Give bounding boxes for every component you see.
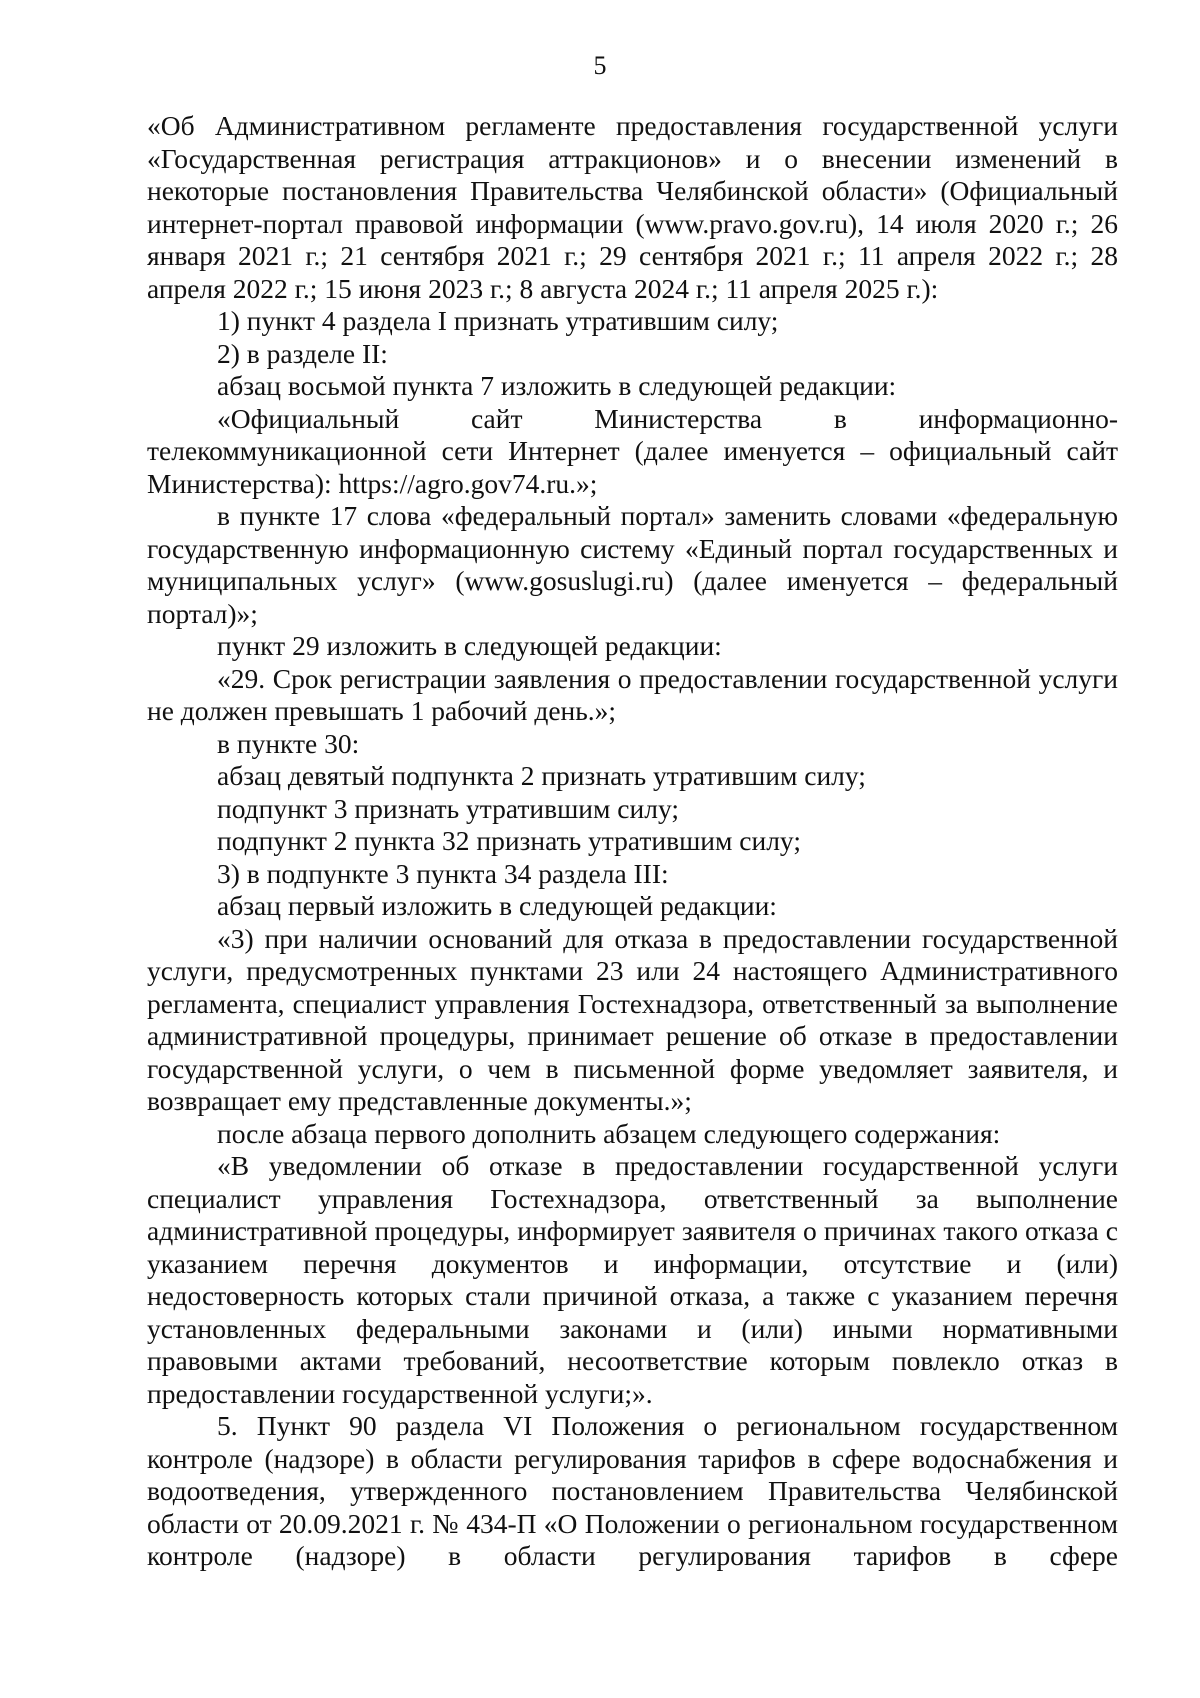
paragraph-item-3: 3) в подпункте 3 пункта 34 раздела III: [217,857,669,889]
paragraph-item-32: подпункт 2 пункта 32 признать утратившим силу; [217,825,801,856]
page-number: 5 [593,51,607,80]
paragraph-item-34-text: «3) при наличии оснований для отказа в предоставлении государственной услуги, предусмотренных пунктами 23 или 24 настоящего Административного регламента, специалист управления Гостехнадзора, ответственный за выполнение административной процедуры, принимает решение об отказе в предоставлении государственной услуги, о чем в письменной форме уведомляет заявителя, и возвращает ему представленные документы.»; [147,922,1118,1116]
paragraph-item-7-intro: абзац восьмой пункта 7 изложить в следующей редакции: [217,370,897,401]
paragraph-item-30-sub3: подпункт 3 признать утратившим силу; [217,792,679,824]
paragraph-item-29-intro: пункт 29 изложить в следующей редакции: [217,630,722,661]
paragraph-item-29-text: «29. Срок регистрации заявления о предоставлении государственной услуги не должен превышать 1 рабочий день.»; [147,662,1118,726]
paragraph-item-1: 1) пункт 4 раздела I признать утратившим силу; [217,305,779,336]
paragraph-official-site: «Официальный сайт Министерства в информационно-телекоммуникационной сети Интернет (далее именуется – официальный сайт Министерства): https://agro.gov74.ru.»; [147,402,1118,499]
paragraph-addition-intro: после абзаца первого дополнить абзацем следующего содержания: [217,1117,1001,1149]
paragraph-item-5: 5. Пункт 90 раздела VI Положения о региональном государственном контроле (надзоре) в области регулирования тарифов в сфере водоснабжения и водоотведения, утвержденного постановлением Правительства Челябинской области от 20.09.2021 г. № 434-П «О Положении о региональном государственном контроле (надзоре) в области регулирования тарифов в сфере [147,1410,1118,1571]
paragraph-item-17: в пункте 17 слова «федеральный портал» заменить словами «федеральную государственную информационную систему «Единый портал государственных и муниципальных услуг» (www.gosuslugi.ru) (далее именуется – федеральный портал)»; [147,500,1118,629]
paragraph-item-30: в пункте 30: [217,727,360,759]
paragraph-item-30-sub2: абзац девятый подпункта 2 признать утратившим силу; [217,760,866,791]
paragraph-refusal-notice: «В уведомлении об отказе в предоставлении государственной услуги специалист управления Гостехнадзора, ответственный за выполнение административной процедуры, информирует заявителя о причинах такого отказа с указанием перечня документов и информации, отсутствие и (или) недостоверность которых стали причиной отказа, а также с указанием перечня установленных федеральными законами и (или) иными нормативными правовыми актами требований, несоответствие которым повлекло отказ в предоставлении государственной услуги;». [147,1150,1118,1409]
paragraph-item-2: 2) в разделе II: [217,337,388,369]
paragraph-item-34-intro: абзац первый изложить в следующей редакции: [217,890,777,921]
document-body [147,110,1118,1573]
paragraph-decree-reference: «Об Административном регламенте предоставления государственной услуги «Государственная регистрация аттракционов» и о внесении изменений в некоторые постановления Правительства Челябинской области» (Официальный интернет-портал правовой информации (www.pravo.gov.ru), 14 июля 2020 г.; 26 января 2021 г.; 21 сентября 2021 г.; 29 сентября 2021 г.; 11 апреля 2022 г.; 28 апреля 2022 г.; 15 июня 2023 г.; 8 августа 2024 г.; 11 апреля 2025 г.): [147,110,1118,304]
